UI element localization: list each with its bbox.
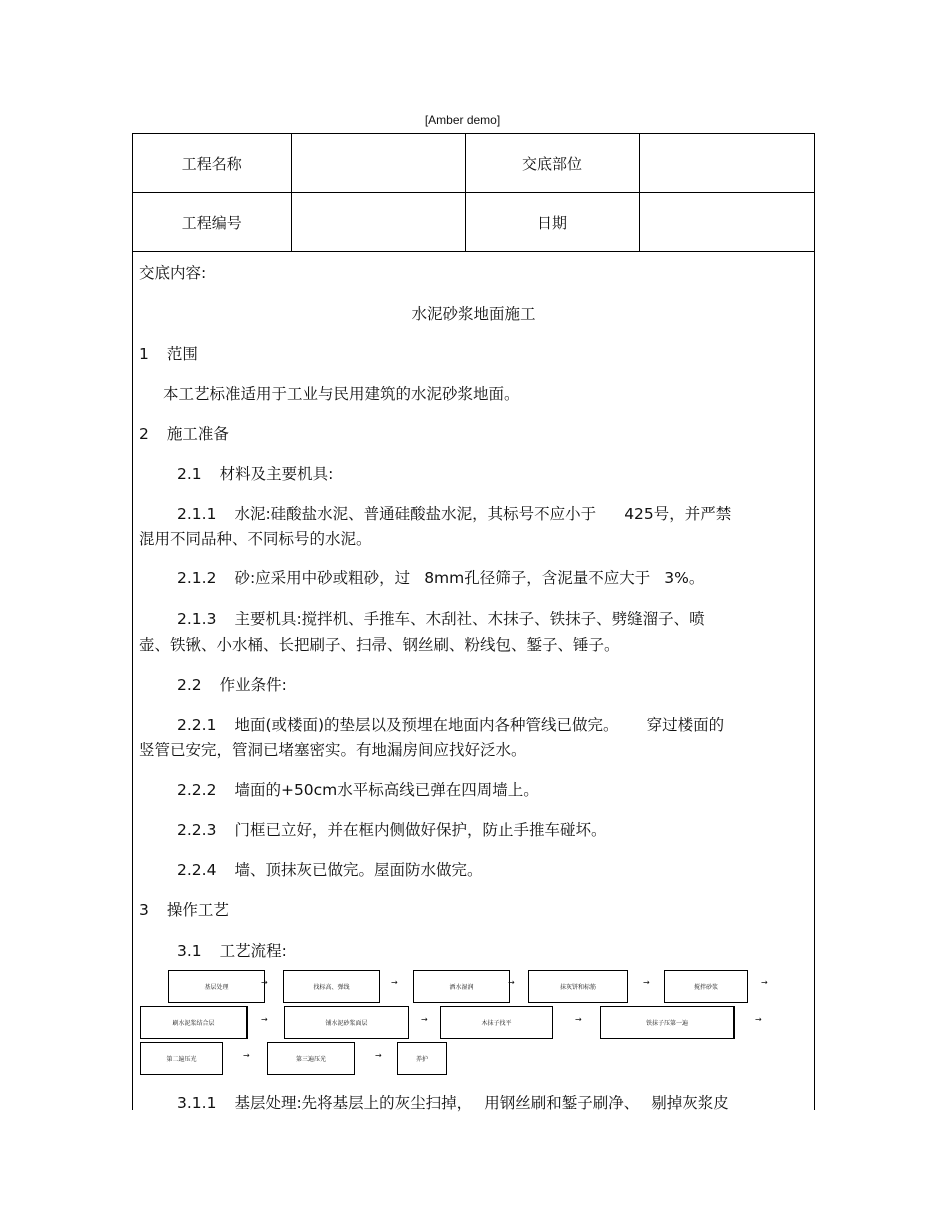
text-part: 门框已立好，并在框内侧做好保护，防止手推车碰坏。 — [234, 821, 607, 839]
process-flow-diagram — [133, 970, 814, 1090]
flow-arrow: → — [575, 1015, 582, 1024]
text-part: 8mm孔径筛子，含泥量不应大于 — [424, 569, 651, 587]
section-2-2-2 — [177, 780, 539, 800]
section-number: 2.2 — [177, 676, 202, 694]
section-2-1-3-line-1 — [177, 609, 705, 629]
flow-step: 刷水泥浆结合层 — [140, 1006, 247, 1039]
handover-part-label: 交底部位 — [465, 134, 639, 193]
section-number: 2.1.2 — [177, 569, 217, 587]
section-title: 操作工艺 — [166, 901, 229, 919]
date-label: 日期 — [465, 193, 639, 252]
flow-arrow: → — [243, 1051, 250, 1060]
flow-step: 第二遍压光 — [140, 1042, 223, 1075]
section-2-heading — [139, 424, 229, 444]
section-2-2-4 — [177, 860, 482, 880]
section-number: 2.2.1 — [177, 716, 217, 734]
section-number: 2.1.1 — [177, 505, 217, 523]
project-name-value[interactable] — [291, 134, 465, 193]
section-title: 施工准备 — [166, 425, 229, 443]
section-2-1-3-line-2: 壶、铁锹、小水桶、长把刷子、扫帚、钢丝刷、粉线包、錾子、锤子。 — [139, 636, 620, 654]
text-part: 地面(或楼面)的垫层以及预埋在地面内各种管线已做完。 — [234, 716, 619, 734]
document-title: 水泥砂浆地面施工 — [411, 305, 536, 323]
section-number: 2.2.2 — [177, 781, 217, 799]
section-2-1-1-line-1 — [177, 504, 731, 524]
text-part: 水泥:硅酸盐水泥、普通硅酸盐水泥，其标号不应小于 — [234, 505, 597, 523]
section-number: 2.2.3 — [177, 821, 217, 839]
section-title: 作业条件: — [219, 676, 287, 694]
flow-step: 洒水湿润 — [413, 970, 510, 1003]
section-number: 3 — [139, 901, 149, 919]
text-part: 砂:应采用中砂或粗砂，过 — [234, 569, 411, 587]
section-2-1-1-line-2: 混用不同品种、不同标号的水泥。 — [139, 530, 372, 548]
flow-step: 抹灰饼和标筋 — [528, 970, 628, 1003]
section-1-text: 本工艺标准适用于工业与民用建筑的水泥砂浆地面。 — [163, 385, 520, 403]
text-part: 墙面的+50cm水平标高线已弹在四周墙上。 — [234, 781, 539, 799]
flow-arrow: → — [261, 1015, 268, 1024]
flow-step: 搅拌砂浆 — [664, 970, 748, 1003]
section-number: 2.1.3 — [177, 610, 217, 628]
flow-arrow: → — [375, 1051, 382, 1060]
section-number: 1 — [139, 345, 149, 363]
date-value[interactable] — [639, 193, 814, 252]
project-info-table — [133, 134, 814, 252]
text-part: 墙、顶抹灰已做完。屋面防水做完。 — [234, 861, 483, 879]
section-number: 3.1.1 — [177, 1094, 217, 1112]
flow-step: 木抹子找平 — [440, 1006, 553, 1039]
text-part: 基层处理:先将基层上的灰尘扫掉， — [234, 1094, 473, 1112]
document-frame — [132, 133, 815, 1110]
section-2-1-heading — [177, 464, 333, 484]
section-2-1-2 — [177, 568, 704, 588]
section-number: 2 — [139, 425, 149, 443]
flow-step: 第三遍压光 — [267, 1042, 355, 1075]
text-part: 3%。 — [664, 569, 705, 587]
flow-step: 铁抹子压第一遍 — [600, 1006, 734, 1039]
section-number: 2.1 — [177, 465, 202, 483]
section-2-2-heading — [177, 675, 287, 695]
section-title: 材料及主要机具: — [219, 465, 334, 483]
project-no-value[interactable] — [291, 193, 465, 252]
handover-part-value[interactable] — [639, 134, 814, 193]
flow-arrow: → — [643, 978, 650, 987]
flow-step: 铺水泥砂浆面层 — [284, 1006, 409, 1039]
section-2-2-3 — [177, 820, 606, 840]
flow-arrow: → — [508, 978, 515, 987]
project-name-label: 工程名称 — [133, 134, 291, 193]
text-part: 穿过楼面的 — [646, 716, 725, 734]
flow-arrow: → — [391, 978, 398, 987]
section-3-1-heading — [177, 941, 287, 961]
flow-step: 基层处理 — [168, 970, 265, 1003]
flow-connector — [246, 1006, 248, 1039]
content-intro: 交底内容: — [139, 264, 207, 282]
text-part: 主要机具:搅拌机、手推车、木刮社、木抹子、铁抹子、劈缝溜子、喷 — [234, 610, 705, 628]
section-2-2-1-line-2: 竖管已安完，管洞已堵塞密实。有地漏房间应找好泛水。 — [139, 741, 527, 759]
section-3-heading — [139, 900, 229, 920]
flow-step: 找标高、弹线 — [283, 970, 380, 1003]
project-no-label: 工程编号 — [133, 193, 291, 252]
section-2-2-1-line-1 — [177, 715, 724, 735]
section-number: 3.1 — [177, 942, 202, 960]
section-3-1-1 — [177, 1093, 729, 1113]
flow-arrow: → — [261, 978, 268, 987]
text-part: 剔掉灰浆皮 — [651, 1094, 729, 1112]
flow-arrow: → — [761, 978, 768, 987]
flow-arrow: → — [755, 1015, 762, 1024]
section-1-heading — [139, 344, 198, 364]
flow-connector — [733, 1006, 735, 1039]
flow-arrow: → — [421, 1015, 428, 1024]
flow-step: 养护 — [397, 1042, 447, 1075]
section-title: 范围 — [166, 345, 198, 363]
page-header: [Amber demo] — [424, 113, 501, 127]
text-part: 425号，并严禁 — [624, 505, 732, 523]
section-number: 2.2.4 — [177, 861, 217, 879]
text-part: 用钢丝刷和錾子刷净、 — [484, 1094, 640, 1112]
section-title: 工艺流程: — [219, 942, 287, 960]
